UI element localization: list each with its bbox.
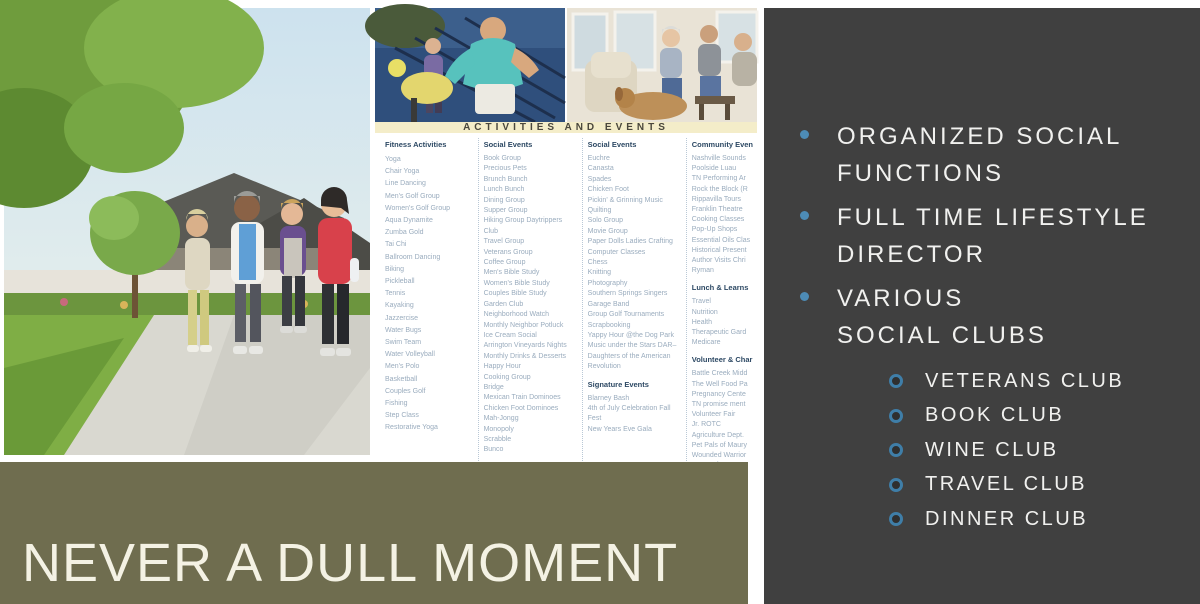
bullet-line: DIRECTOR bbox=[837, 241, 986, 268]
flyer-list-item: Bunco bbox=[483, 446, 504, 454]
flyer-section-header: Volunteer & Char bbox=[691, 355, 753, 365]
flyer-section-header: Fitness Activities bbox=[385, 140, 447, 149]
flyer-list-item: Garden Club bbox=[483, 300, 524, 308]
club-sub-list bbox=[889, 364, 1124, 537]
flyer-list-item: Pet Pals of Maury bbox=[691, 441, 747, 449]
flyer-list-item: Yappy Hour @the Dog Park bbox=[587, 331, 675, 339]
flyer-list-item: Dining Group bbox=[483, 196, 525, 204]
flyer-list-item: Scrabble bbox=[483, 435, 512, 443]
flyer-section-header: Social Events bbox=[587, 140, 637, 149]
flyer-list-item: Poolside Luau bbox=[691, 165, 737, 173]
flyer-list-item: Women's Bible Study bbox=[483, 279, 550, 287]
flyer-list-item: Spades bbox=[587, 175, 612, 183]
activities-flyer bbox=[375, 8, 757, 460]
bullet-dot-icon bbox=[800, 211, 809, 220]
bullet-social-clubs bbox=[800, 280, 1180, 537]
flyer-list-item: Happy Hour bbox=[483, 363, 521, 371]
flyer-list-item: Cooking Group bbox=[483, 373, 531, 381]
bullet-line: VARIOUS bbox=[837, 285, 965, 312]
bullet-line: SOCIAL CLUBS bbox=[837, 322, 1047, 349]
flyer-list-item: Quilting bbox=[587, 207, 612, 215]
flyer-list-item: Pregnancy Cente bbox=[691, 390, 746, 398]
flyer-section-header: Signature Events bbox=[587, 379, 649, 389]
flyer-list-item: Essential Oils Clas bbox=[691, 236, 751, 244]
flyer-list-item: Ice Cream Social bbox=[483, 331, 537, 339]
sub-item-label: WINE CLUB bbox=[925, 438, 1059, 461]
flyer-column-social-1 bbox=[478, 138, 582, 471]
flyer-list-item: Photography bbox=[587, 279, 628, 287]
flyer-list-item: Music under the Stars DAR– Daughters of the American Revolution bbox=[587, 342, 677, 371]
flyer-lists bbox=[375, 133, 757, 473]
sub-item-dinner-club bbox=[889, 502, 1124, 537]
sub-item-travel-club bbox=[889, 468, 1124, 503]
flyer-list-item: Arrington Vineyards Nights bbox=[483, 342, 567, 350]
flyer-list-item: Men's Bible Study bbox=[483, 269, 540, 277]
flyer-list-item: Knitting bbox=[587, 269, 612, 277]
flyer-list-item: Hiking Group Daytrippers Club bbox=[483, 217, 563, 235]
flyer-list-item: Chicken Foot bbox=[587, 186, 629, 194]
circle-bullet-icon bbox=[889, 512, 903, 526]
sub-item-label: VETERANS CLUB bbox=[925, 369, 1125, 392]
flyer-column-community bbox=[686, 138, 757, 471]
flyer-list-item: Volunteer Fair bbox=[691, 411, 736, 419]
flyer-list-item: Scrapbooking bbox=[587, 321, 631, 329]
bullet-text bbox=[837, 199, 1149, 273]
circle-bullet-icon bbox=[889, 409, 903, 423]
flyer-list-item: Line Dancing bbox=[385, 180, 426, 188]
flyer-list-item: Rippavilla Tours bbox=[691, 195, 742, 203]
flyer-list-item: Book Group bbox=[483, 155, 521, 162]
flyer-list-item: Ryman bbox=[691, 267, 714, 275]
flyer-list-item: Euchre bbox=[587, 155, 610, 162]
flyer-list-item: Biking bbox=[385, 265, 405, 273]
flyer-list-item: Monopoly bbox=[483, 425, 514, 433]
sub-item-label: DINNER CLUB bbox=[925, 507, 1089, 530]
bullet-text bbox=[837, 280, 1124, 537]
flyer-list-item: Tennis bbox=[385, 290, 406, 298]
flyer-list-item: Restorative Yoga bbox=[385, 424, 438, 432]
flyer-list-item: Historical Present bbox=[691, 246, 747, 254]
flyer-list-item: Wounded Warrior bbox=[691, 452, 747, 460]
flyer-banner-label: ACTIVITIES AND EVENTS bbox=[463, 122, 669, 133]
flyer-list-item: Pop-Up Shops bbox=[691, 226, 738, 234]
sub-item-label: TRAVEL CLUB bbox=[925, 473, 1087, 496]
flyer-list-item: Franklin Theatre bbox=[691, 206, 743, 214]
flyer-list-item: Mah-Jongg bbox=[483, 415, 519, 423]
flyer-list-item: Precious Pets bbox=[483, 165, 527, 173]
flyer-list-item: Supper Group bbox=[483, 207, 528, 215]
flyer-list-item: Jr. ROTC bbox=[691, 421, 721, 429]
flyer-list-item: Jazzercise bbox=[385, 314, 419, 322]
flyer-list-item: Battle Creek Midd bbox=[691, 370, 748, 378]
flyer-column-fitness bbox=[380, 138, 478, 471]
flyer-list-item: Pickleball bbox=[385, 278, 415, 286]
sub-item-veterans-club bbox=[889, 364, 1124, 399]
community-walk-photo bbox=[4, 8, 370, 455]
flyer-photos bbox=[375, 8, 757, 122]
flyer-list-item: Neighborhood Watch bbox=[483, 311, 550, 319]
flyer-list-item: Men's Golf Group bbox=[385, 192, 440, 200]
flyer-list-item: Chair Yoga bbox=[385, 168, 420, 176]
flyer-list-item: Tai Chi bbox=[385, 241, 407, 249]
flyer-list-item: Southern Springs Singers bbox=[587, 290, 668, 298]
pickleball-photo bbox=[375, 8, 565, 122]
flyer-column-social-2 bbox=[582, 138, 686, 471]
title-banner bbox=[0, 462, 748, 604]
flyer-list-item: Solo Group bbox=[587, 217, 624, 225]
flyer-list-item: Chicken Foot Dominoes bbox=[483, 404, 559, 412]
bullet-dot-icon bbox=[800, 130, 809, 139]
sub-item-label: BOOK CLUB bbox=[925, 404, 1065, 427]
sub-item-wine-club bbox=[889, 433, 1124, 468]
living-room-photo bbox=[567, 8, 757, 122]
flyer-list-item: Couples Golf bbox=[385, 387, 426, 395]
flyer-list-item: Monthly Neighbor Potluck bbox=[483, 321, 564, 329]
circle-bullet-icon bbox=[889, 478, 903, 492]
flyer-list-item: Chess bbox=[587, 259, 608, 267]
flyer-list-item: Water Bugs bbox=[385, 326, 422, 334]
flyer-list-item: Zumba Gold bbox=[385, 229, 424, 237]
flyer-list-item: Yoga bbox=[385, 156, 401, 163]
flyer-section-header: Lunch & Learns bbox=[691, 283, 749, 293]
community-walk-illustration bbox=[4, 8, 370, 455]
flyer-list-item: Step Class bbox=[385, 412, 419, 420]
flyer-list-item: Bridge bbox=[483, 383, 504, 391]
flyer-list-item: Water Volleyball bbox=[385, 351, 435, 359]
flyer-list-item: Medicare bbox=[691, 339, 721, 347]
flyer-list-item: Computer Classes bbox=[587, 248, 646, 256]
flyer-section-header: Community Even bbox=[691, 140, 754, 149]
flyer-list-item: TN promise ment bbox=[691, 401, 746, 409]
flyer-list-item: Group Golf Tournaments bbox=[587, 311, 665, 319]
right-panel bbox=[764, 8, 1200, 604]
flyer-list-item: Garage Band bbox=[587, 300, 630, 308]
sub-item-book-club bbox=[889, 399, 1124, 434]
flyer-list-item: Travel Group bbox=[483, 238, 525, 246]
flyer-list-item: Brunch Bunch bbox=[483, 175, 528, 183]
flyer-list-item: Nutrition bbox=[691, 308, 718, 316]
bullet-line: FUNCTIONS bbox=[837, 160, 1004, 187]
flyer-list-item: Women's Golf Group bbox=[385, 204, 451, 212]
bullet-line: FULL TIME LIFESTYLE bbox=[837, 204, 1149, 231]
flyer-list-item: Coffee Group bbox=[483, 259, 526, 267]
flyer-list-item: TN Performing Ar bbox=[691, 175, 746, 183]
flyer-list-item: Swim Team bbox=[385, 339, 422, 347]
flyer-list-item: 4th of July Celebration Fall Fest bbox=[587, 404, 671, 423]
flyer-list-item: Couples Bible Study bbox=[483, 290, 547, 298]
flyer-list-item: Lunch Bunch bbox=[483, 186, 525, 194]
circle-bullet-icon bbox=[889, 374, 903, 388]
flyer-list-item: Nashville Sounds bbox=[691, 155, 746, 162]
flyer-list-item: Blarney Bash bbox=[587, 394, 630, 402]
flyer-list-item: Paper Dolls Ladies Crafting bbox=[587, 238, 673, 246]
flyer-list-item: Travel bbox=[691, 298, 711, 306]
flyer-list-item: Kayaking bbox=[385, 302, 414, 310]
bullet-dot-icon bbox=[800, 292, 809, 301]
flyer-list-item: Ballroom Dancing bbox=[385, 253, 441, 261]
bullet-organized-social bbox=[800, 118, 1180, 192]
flyer-list-item: Pickin' & Grinning Music bbox=[587, 196, 663, 204]
flyer-list-item: Rock the Block (R bbox=[691, 185, 748, 193]
bullet-line: ORGANIZED SOCIAL bbox=[837, 123, 1123, 150]
flyer-list-item: Mexican Train Dominoes bbox=[483, 394, 561, 402]
flyer-list-item: Cooking Classes bbox=[691, 216, 745, 224]
flyer-list-item: Basketball bbox=[385, 375, 418, 383]
flyer-list-item: Health bbox=[691, 318, 712, 326]
flyer-list-item: Fishing bbox=[385, 400, 408, 408]
flyer-list-item: Movie Group bbox=[587, 227, 628, 235]
flyer-banner bbox=[375, 122, 757, 133]
bullet-text bbox=[837, 118, 1122, 192]
flyer-list-item: Author Visits Chri bbox=[691, 257, 746, 265]
flyer-list-item: Veterans Group bbox=[483, 248, 533, 256]
circle-bullet-icon bbox=[889, 443, 903, 457]
flyer-list-item: The Well Food Pa bbox=[691, 380, 748, 388]
bullet-lifestyle-director bbox=[800, 199, 1180, 273]
flyer-list-item: Monthly Drinks & Desserts bbox=[483, 352, 567, 360]
flyer-list-item: Canasta bbox=[587, 165, 614, 173]
flyer-list-item: Aqua Dynamite bbox=[385, 217, 433, 225]
flyer-list-item: Men's Polo bbox=[385, 363, 420, 371]
flyer-list-item: Agriculture Dept. bbox=[691, 431, 744, 439]
flyer-section-header: Social Events bbox=[483, 140, 533, 149]
bullet-list bbox=[800, 118, 1180, 544]
flyer-list-item: New Years Eve Gala bbox=[587, 425, 652, 433]
flyer-list-item: Therapeutic Gard bbox=[691, 329, 747, 337]
slide-title: NEVER A DULL MOMENT bbox=[22, 533, 679, 593]
